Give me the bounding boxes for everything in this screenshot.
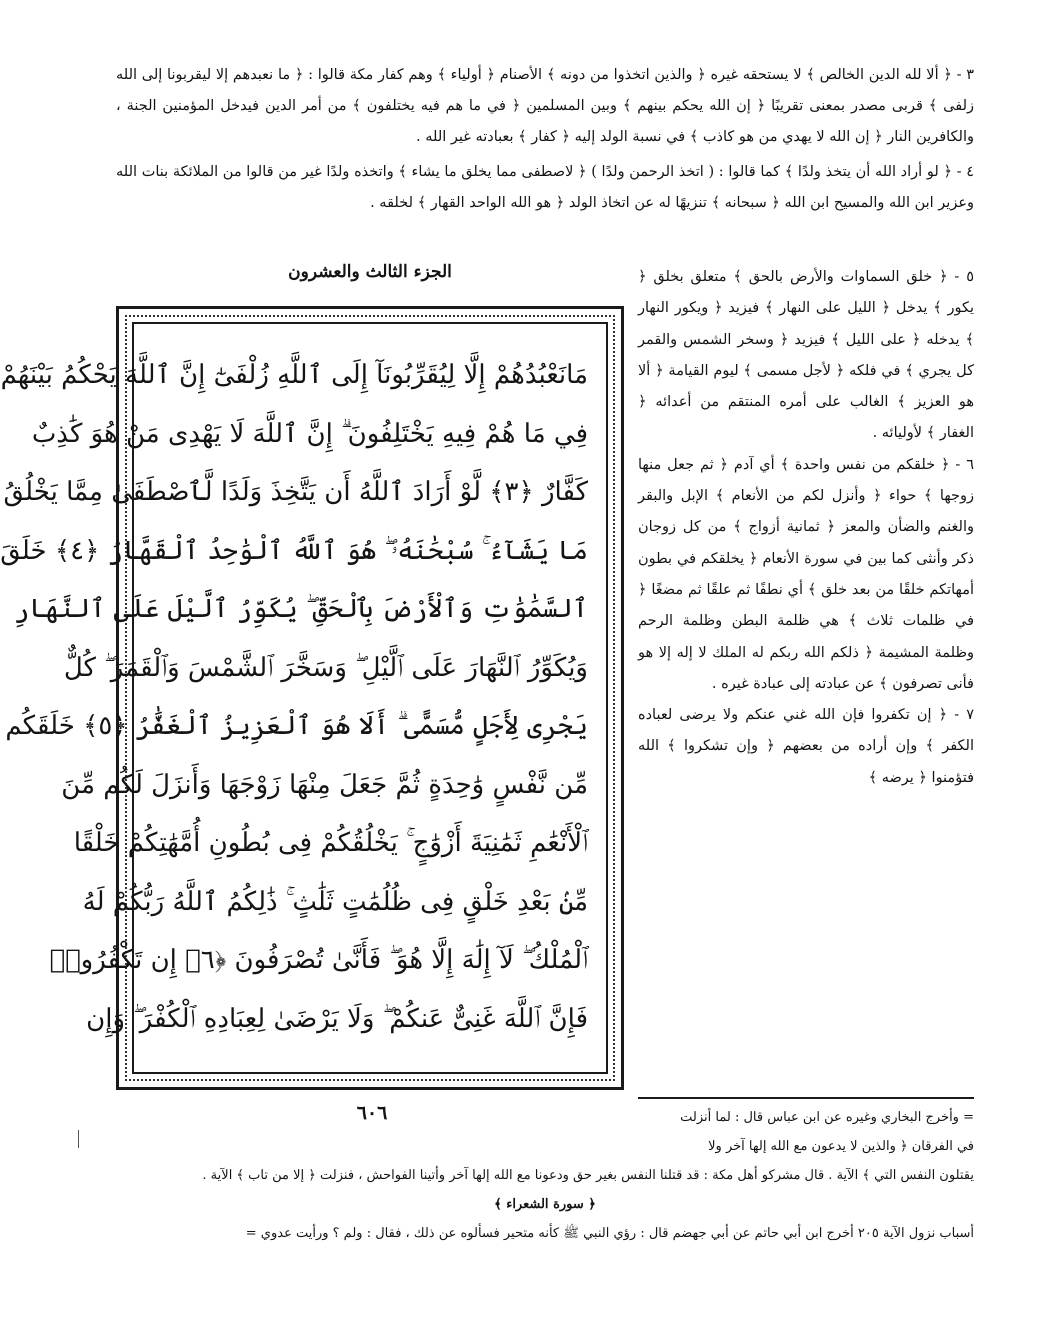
top-commentary	[116, 60, 974, 219]
quran-line: فَإِنَّ ٱللَّهَ غَنِىٌّ عَنكُمْ ۖ وَلَا يَرْضَىٰ لِعِبَادِهِ ٱلْكُفْرَ ۖ وَإِن	[86, 1003, 588, 1034]
quran-line: مَا يَشَآءُ ۚ سُبْحَٰنَهُۥ ۖ هُوَ ٱللَّهُ ٱلْوَٰحِدُ ٱلْقَهَّارُ ﴿٤﴾ خَلَقَ	[0, 535, 588, 566]
commentary-verse-4: ٤ - ﴿ لو أراد الله أن يتخذ ولدًا ﴾ كما قالوا : ( اتخذ الرحمن ولدًا ) ﴿ لاصطفى مما يخلق ما يشاء ﴾ واتخذه ولدًا غير من قالوا من الملائكة بنات الله وعزير ابن الله والمسيح ابن الله ﴿ سبحانه ﴾ تنزيهًا له عن اتخاذ الولد ﴿ هو الله الواحد القهار ﴾ لخلقه .	[116, 164, 974, 211]
quran-text-panel	[0, 322, 608, 1074]
margin-mark	[78, 1130, 79, 1148]
quran-line: ٱلسَّمَٰوَٰتِ وَٱلْأَرْضَ بِٱلْحَقِّ ۖ يُكَوِّرُ ٱلَّيْلَ عَلَى ٱلنَّهَارِ	[13, 594, 588, 624]
quran-line: يَجْرِى لِأَجَلٍ مُّسَمًّى ۗ أَلَا هُوَ ٱلْعَزِيزُ ٱلْغَفَّٰرُ ﴿٥﴾ خَلَقَكُم	[5, 711, 588, 741]
commentary-verse-7: ٧ - ﴿ إن تكفروا فإن الله غني عنكم ولا يرضى لعباده الكفر ﴾ وإن أراده من بعضهم ﴿ وإن تشكروا ﴾ الله فتؤمنوا ﴿ يرضه ﴾	[638, 707, 974, 786]
footnote-line: أسباب نزول الآية ٢٠٥ أخرج ابن أبي حاتم عن أبي جهضم قال : رؤي النبي ﷺ كأنه متحير فسألوه عن ذلك ، فقال : ولم ؟ ورأيت عدوي =	[245, 1226, 974, 1241]
quran-line: مِّنۢ بَعْدِ خَلْقٍ فِى ظُلُمَٰتٍ ثَلَٰثٍ ۚ ذَٰلِكُمُ ٱللَّهُ رَبُّكُمْ لَهُ	[82, 886, 588, 917]
footnote-divider	[638, 1097, 974, 1099]
quran-line: فِي مَا هُمْ فِيهِ يَخْتَلِفُونَ ۗ إِنَّ ٱللَّهَ لَا يَهْدِى مَنْ هُوَ كَٰذِبٌ	[31, 418, 588, 449]
page-number: ٦٠٦	[356, 1102, 388, 1124]
quran-line: مَانَعْبُدُهُمْ إِلَّا لِيُقَرِّبُونَآ إِلَى ٱللَّهِ زُلْفَىٰٓ إِنَّ ٱللَّهَ يَحْكُمُ بَيْنَهُمْ	[0, 360, 588, 390]
quran-line: كَفَّارٌ ﴿٣﴾ لَّوْ أَرَادَ ٱللَّهُ أَن يَتَّخِذَ وَلَدًا لَّٱصْطَفَىٰ مِمَّا يَخْلُقُ	[3, 477, 588, 507]
surah-heading: ﴿ سورة الشعراء ﴾	[494, 1197, 596, 1212]
footnote-line: في الفرقان ﴿ والذين لا يدعون مع الله إلها آخر ولا	[708, 1139, 974, 1154]
quran-line: ٱلْمُلْكُ ۖ لَآ إِلَٰهَ إِلَّا هُوَ ۖ فَأَنَّىٰ تُصْرَفُونَ ﴿٦﴾ إِن تَكْفُرُوا۟	[49, 945, 588, 975]
footnote-side	[638, 1103, 974, 1161]
side-commentary	[638, 262, 974, 794]
quran-line: ٱلْأَنْعَٰمِ ثَمَٰنِيَةَ أَزْوَٰجٍ ۚ يَخْلُقُكُمْ فِى بُطُونِ أُمَّهَٰتِكُمْ خَلْقًا	[73, 828, 588, 858]
quran-line: مِّن نَّفْسٍ وَٰحِدَةٍ ثُمَّ جَعَلَ مِنْهَا زَوْجَهَا وَأَنزَلَ لَكُم مِّنَ	[61, 769, 588, 800]
commentary-verse-5: ٥ - ﴿ خلق السماوات والأرض بالحق ﴾ متعلق بخلق ﴿ يكور ﴾ يدخل ﴿ الليل على النهار ﴾ فيزيد ﴿ ويكور النهار ﴾ يدخله ﴿ على الليل ﴾ فيزيد ﴿ وسخر الشمس والقمر كل يجري ﴾ في فلكه ﴿ لأجل مسمى ﴾ ليوم القيامة ﴿ ألا هو العزيز ﴾ الغالب على أمره المنتقم من أعدائه ﴿ الغفار ﴾ لأوليائه .	[638, 269, 974, 442]
frame-ornament-border	[0, 315, 615, 1081]
footnote-line: = وأخرج البخاري وغيره عن ابن عباس قال : لما أنزلت	[680, 1110, 974, 1125]
footnote-line: يقتلون النفس التي ﴾ الآية . قال مشركو أهل مكة : قد قتلنا النفس بغير حق ودعونا مع الله إلها آخر وأتينا الفواحش ، فنزلت ﴿ إلا من تاب ﴾ الآية .	[202, 1168, 974, 1183]
quran-text-frame	[0, 306, 624, 1090]
commentary-verse-6: ٦ - ﴿ خلقكم من نفس واحدة ﴾ أي آدم ﴿ ثم جعل منها زوجها ﴾ حواء ﴿ وأنزل لكم من الأنعام ﴾ الإبل والبقر والغنم والضأن والمعز ﴿ ثمانية أزواج ﴾ من كل زوجان ذكر وأنثى كما بين في سورة الأنعام ﴿ يخلقكم في بطون أمهاتكم خلقًا من بعد خلق ﴾ أي نطفًا ثم علقًا ثم مضغًا ﴿ في ظلمات ثلاث ﴾ هي ظلمة البطن وظلمة الرحم وظلمة المشيمة ﴿ ذلكم الله ربكم له الملك لا إله إلا هو فأنى تصرفون ﴾ عن عبادته إلى عبادة غيره .	[638, 456, 974, 692]
commentary-verse-3: ٣ - ﴿ ألا لله الدين الخالص ﴾ لا يستحقه غيره ﴿ والذين اتخذوا من دونه ﴾ الأصنام ﴿ أولياء ﴾ وهم كفار مكة قالوا : ﴿ ما نعبدهم إلا ليقربونا إلى الله زلفى ﴾ قربى مصدر بمعنى تقريبًا ﴿ إن الله يحكم بينهم ﴾ وبين المسلمين ﴿ في ما هم فيه يختلفون ﴾ من أمر الدين فيدخل المؤمنين الجنة ، والكافرين النار ﴿ إن الله لا يهدي من هو كاذب ﴾ في نسبة الولد إليه ﴿ كفار ﴾ بعبادته غير الله .	[116, 67, 974, 145]
quran-line: وَيُكَوِّرُ ٱلنَّهَارَ عَلَى ٱلَّيْلِ ۖ وَسَخَّرَ ٱلشَّمْسَ وَٱلْقَمَرَ ۖ كُلٌّ	[63, 652, 588, 683]
juz-label: الجزء الثالث والعشرون	[288, 262, 452, 282]
footnote-full	[116, 1161, 974, 1248]
